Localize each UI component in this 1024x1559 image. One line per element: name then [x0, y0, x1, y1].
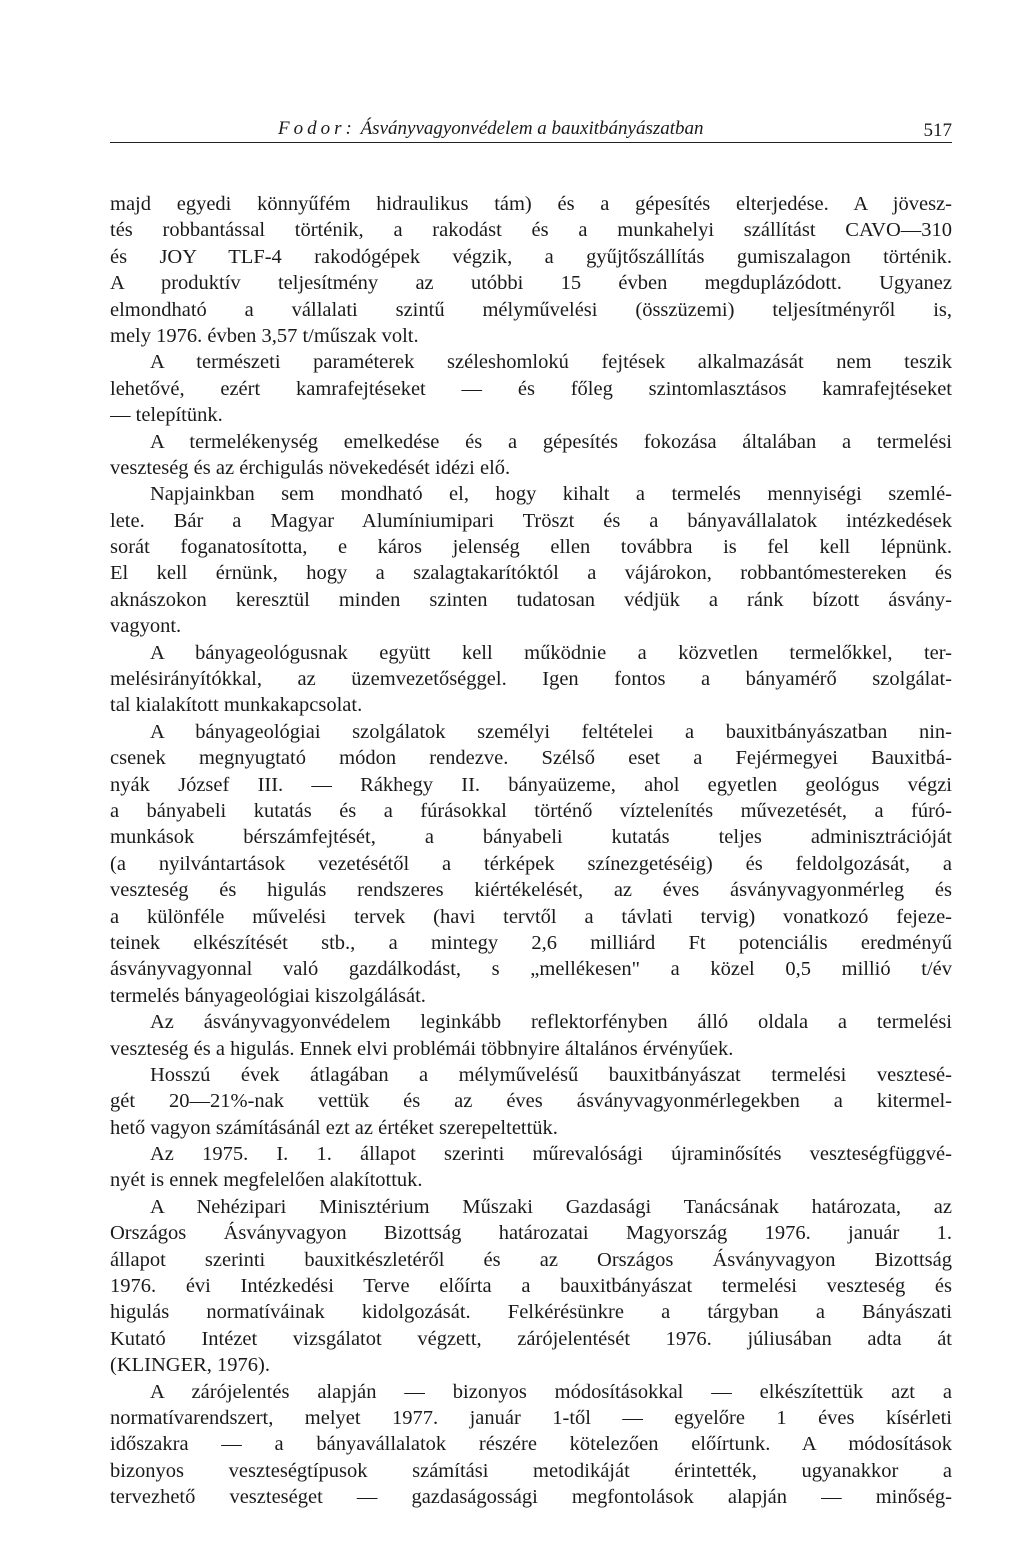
running-head-title	[278, 118, 704, 140]
text-line: A zárójelentés alapján — bizonyos módosításokkal — elkészítettük azt a	[150, 1380, 952, 1403]
text-line: csenek megnyugtató módon rendezve. Szélső eset a Fejérmegyei Bauxitbá-	[110, 747, 952, 770]
text-line: ásványvagyonnal való gazdálkodást, s „mellékesen" a közel 0,5 millió t/év	[110, 958, 952, 981]
text-line: veszteség és az érchigulás növekedését idézi elő.	[110, 456, 511, 479]
text-line: nyét is ennek megfelelően alakítottuk.	[110, 1169, 423, 1192]
text-line: normatívarendszert, melyet 1977. január 1-től — egyelőre 1 éves kísérleti	[110, 1406, 952, 1429]
text-line: aknászokon keresztül minden szinten tudatosan védjük a ránk bízott ásvány-	[110, 588, 952, 611]
text-line: a bányabeli kutatás és a fúrásokkal történő víztelenítés művezetését, a fúró-	[110, 799, 952, 822]
text-line: veszteség és a higulás. Ennek elvi problémái többnyire általános érvényűek.	[110, 1037, 734, 1060]
text-line: (KLINGER, 1976).	[110, 1354, 270, 1377]
text-line: gét 20—21%-nak vettük és az éves ásványvagyonmérlegekben a kitermel-	[110, 1090, 952, 1113]
author-name: Fodor:	[278, 118, 356, 139]
text-line: A bányageológiai szolgálatok személyi feltételei a bauxitbányászatban nin-	[150, 720, 952, 743]
text-line: állapot szerinti bauxitkészletéről és az Országos Ásványvagyon Bizottság	[110, 1248, 952, 1271]
text-line: A Nehézipari Minisztérium Műszaki Gazdasági Tanácsának határozata, az	[150, 1195, 952, 1218]
text-line: Az 1975. I. 1. állapot szerinti műrevalósági újraminősítés veszteségfüggvé-	[150, 1143, 952, 1166]
text-line: tal kialakított munkakapcsolat.	[110, 694, 363, 717]
text-line: veszteség és higulás rendszeres kiértékelését, az éves ásványvagyonmérleg és	[110, 879, 952, 902]
text-line: melésirányítókkal, az üzemvezetőséggel. Igen fontos a bányamérő szolgálat-	[110, 668, 952, 691]
text-line: A produktív teljesítmény az utóbbi 15 évben megduplázódott. Ugyanez	[110, 272, 952, 295]
text-line: A termelékenység emelkedése és a gépesítés fokozása általában a termelési	[150, 430, 952, 453]
text-line: 1976. évi Intézkedési Terve előírta a bauxitbányászat termelési veszteség és	[110, 1275, 952, 1298]
text-line: El kell érnünk, hogy a szalagtakarítóktól a vájárokon, robbantómestereken és	[110, 562, 952, 585]
text-line: időszakra — a bányavállalatok részére kötelezően előírtunk. A módosítások	[110, 1433, 952, 1456]
text-line: Az ásványvagyonvédelem leginkább reflektorfényben álló oldala a termelési	[150, 1011, 952, 1034]
text-line: és JOY TLF-4 rakodógépek végzik, a gyűjtőszállítás gumiszalagon történik.	[110, 245, 952, 268]
text-line: — telepítünk.	[110, 404, 223, 427]
text-line: A bányageológusnak együtt kell működnie a közvetlen termelőkkel, ter-	[150, 641, 952, 664]
text-line: munkások bérszámfejtését, a bányabeli kutatás teljes adminisztrációját	[110, 826, 952, 849]
text-line: nyák József III. — Rákhegy II. bányaüzeme, ahol egyetlen geológus végzi	[110, 773, 952, 796]
text-line: higulás normatíváinak kidolgozását. Felkérésünkre a tárgyban a Bányászati	[110, 1301, 952, 1324]
text-line: elmondható a vállalati szintű mélyművelési (összüzemi) teljesítményről is,	[110, 298, 952, 321]
text-line: mely 1976. évben 3,57 t/műszak volt.	[110, 324, 419, 347]
text-line: termelés bányageológiai kiszolgálását.	[110, 984, 426, 1007]
text-line: (a nyilvántartások vezetésétől a térképek színezgetéséig) és feldolgozását, a	[110, 852, 952, 875]
text-line: a különféle művelési tervek (havi tervtől a távlati tervig) vonatkozó fejeze-	[110, 905, 952, 928]
article-title: Ásványvagyonvédelem a bauxitbányászatban	[360, 118, 704, 139]
text-line: tervezhető veszteséget — gazdaságossági megfontolások alapján — minőség-	[110, 1486, 952, 1509]
text-line: lete. Bár a Magyar Alumíniumipari Tröszt és a bányavállalatok intézkedések	[110, 509, 952, 532]
text-line: Kutató Intézet vizsgálatot végzett, zárójelentését 1976. júliusában adta át	[110, 1327, 952, 1350]
text-line: bizonyos veszteségtípusok számítási metodikáját érintették, ugyanakkor a	[110, 1459, 952, 1482]
article-body	[110, 191, 952, 1511]
text-line: tés robbantással történik, a rakodást és a munkahelyi szállítást CAVO—310	[110, 219, 952, 242]
text-line: hető vagyon számításánál ezt az értéket szerepeltettük.	[110, 1116, 558, 1139]
text-line: Hosszú évek átlagában a mélyművelésű bauxitbányászat termelési vesztesé-	[150, 1063, 952, 1086]
text-line: vagyont.	[110, 615, 182, 638]
text-line: sorát foganatosította, e káros jelenség ellen továbbra is fel kell lépnünk.	[110, 536, 952, 559]
journal-page	[110, 112, 952, 1511]
page-number: 517	[923, 120, 952, 141]
text-line: Napjainkban sem mondható el, hogy kihalt a termelés mennyiségi szemlé-	[150, 483, 952, 506]
text-line: majd egyedi könnyűfém hidraulikus tám) és a gépesítés elterjedése. A jövesz-	[110, 193, 952, 215]
text-line: teinek elkészítését stb., a mintegy 2,6 milliárd Ft potenciális eredményű	[110, 931, 952, 954]
running-head	[110, 112, 952, 143]
text-line: Országos Ásványvagyon Bizottság határozatai Magyország 1976. január 1.	[110, 1222, 952, 1245]
text-line: lehetővé, ezért kamrafejtéseket — és főleg szintomlasztásos kamrafejtéseket	[110, 377, 952, 400]
text-line: A természeti paraméterek széleshomlokú fejtések alkalmazását nem teszik	[150, 351, 952, 374]
